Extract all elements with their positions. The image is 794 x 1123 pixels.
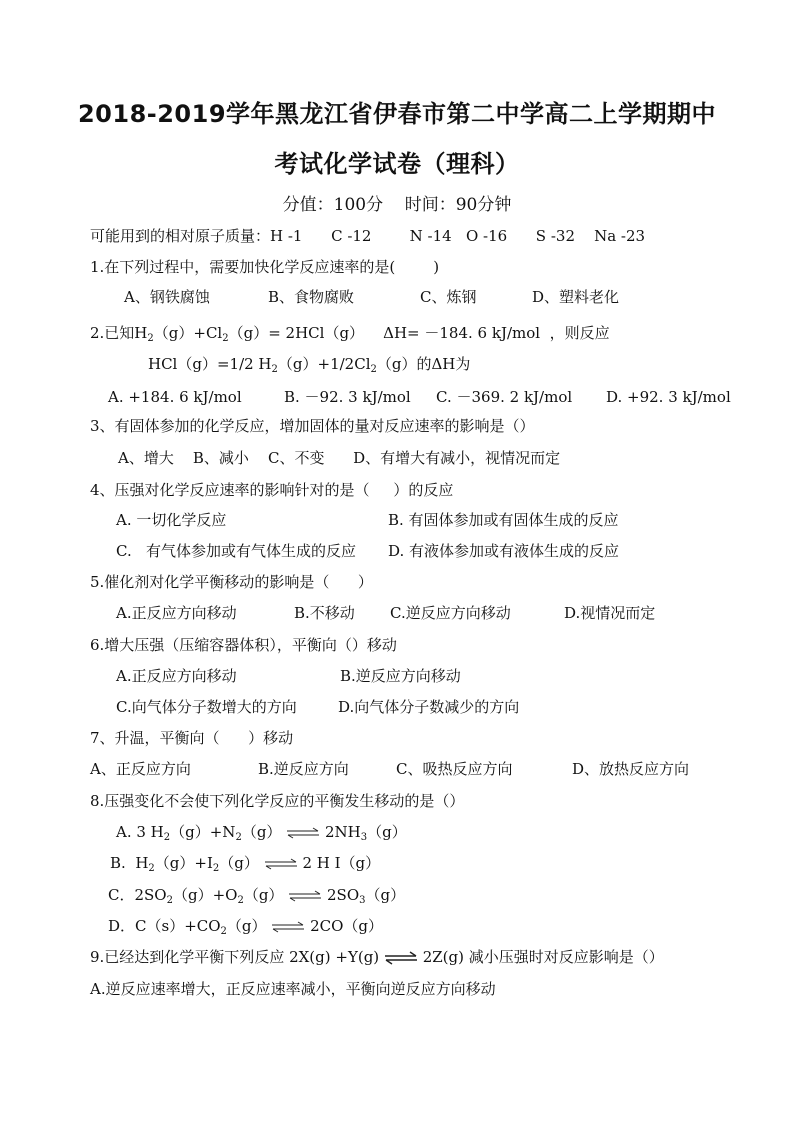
question-4-option-d: D. 有液体参加或有液体生成的反应: [388, 542, 620, 560]
equilibrium-arrow-icon: [384, 948, 418, 968]
question-9-option-a: A.逆反应速率增大，正反应速率减小，平衡向逆反应方向移动: [90, 980, 496, 998]
exam-title-line-2: 考试化学试卷（理科）: [274, 150, 520, 178]
question-4-stem: 4、压强对化学反应速率的影响针对的是（ ）的反应: [90, 481, 454, 499]
question-6-option-a: A.正反应方向移动: [116, 667, 237, 685]
question-7-option-a: A、正反应方向: [90, 760, 191, 778]
equilibrium-arrow-icon: [264, 854, 298, 874]
question-2-option-d: D. +92. 3 kJ/mol: [606, 388, 731, 406]
question-1-option-d: D、塑料老化: [532, 288, 620, 306]
question-7-stem: 7、升温，平衡向（ ）移动: [90, 729, 294, 747]
question-4-option-b: B. 有固体参加或有固体生成的反应: [388, 511, 619, 529]
score-and-time: 分值：100分 时间：90分钟: [282, 195, 512, 215]
question-4-option-c: C. 有气体参加或有气体生成的反应: [116, 542, 357, 560]
question-2-reaction: HCl（g）=1/2 $H_2(g)+1/2Cl_2(g)$的ΔH为: [148, 355, 471, 375]
question-6-option-d: D.向气体分子数减少的方向: [338, 698, 520, 716]
question-6-option-b: B.逆反应方向移动: [340, 667, 461, 685]
question-5-option-d: D.视情况而定: [564, 604, 656, 622]
atomic-masses: 可能用到的相对原子质量：H -1 C -12 N -14 O -16 S -32 Na -23: [90, 227, 646, 245]
question-1-stem: 1.在下列过程中，需要加快化学反应速率的是( ): [90, 258, 440, 276]
question-6-stem: 6.增大压强（压缩容器体积），平衡向（）移动: [90, 636, 397, 654]
question-8-option-b: B. $H_2(g)+I_2(g)$ 2 H I（g）: [110, 854, 381, 874]
question-2-stem: 2.已知$H_2(g)+Cl_2(g)= 2HCl(g)$ ΔH= －184. 6 kJ/mol ，则反应: [90, 324, 610, 344]
question-8-option-c: C．$2SO_2(g)+O_2(g)$ $2SO_3(g)$: [108, 886, 406, 906]
question-1-option-b: B、食物腐败: [268, 288, 355, 306]
question-8-stem: 8.压强变化不会使下列化学反应的平衡发生移动的是（）: [90, 792, 465, 810]
question-5-option-b: B.不移动: [294, 604, 355, 622]
question-3-stem: 3、有固体参加的化学反应，增加固体的量对反应速率的影响是（）: [90, 417, 535, 435]
question-6-option-c: C.向气体分子数增大的方向: [116, 698, 297, 716]
equilibrium-arrow-icon: [288, 886, 322, 906]
question-5-stem: 5.催化剂对化学平衡移动的影响是（ ）: [90, 573, 373, 591]
question-7-option-d: D、放热反应方向: [572, 760, 690, 778]
question-2-option-b: B. －92. 3 kJ/mol: [284, 388, 411, 406]
question-1-option-c: C、炼钢: [420, 288, 477, 306]
exam-title-line-1: 2018-2019学年黑龙江省伊春市第二中学高二上学期期中: [77, 100, 717, 128]
question-9-stem: 9.已经达到化学平衡下列反应 2X(g) +Y(g) 2Z(g) 减小压强时对反应影响是（）: [90, 948, 664, 966]
question-5-option-a: A.正反应方向移动: [116, 604, 237, 622]
equilibrium-arrow-icon: [286, 823, 320, 843]
equilibrium-arrow-icon: [271, 917, 305, 937]
question-8-option-a: A. 3 $H_2(g)+N_2(g)$ $2NH_3(g)$: [116, 823, 407, 843]
question-7-option-c: C、吸热反应方向: [396, 760, 513, 778]
question-1-option-a: A、钢铁腐蚀: [124, 288, 210, 306]
question-2-option-c: C. －369. 2 kJ/mol: [436, 388, 573, 406]
question-3-options: A、增大 B、减小 C、不变 D、有增大有减小，视情况而定: [118, 449, 561, 467]
question-2-option-a: A. +184. 6 kJ/mol: [108, 388, 242, 406]
question-7-option-b: B.逆反应方向: [258, 760, 349, 778]
question-5-option-c: C.逆反应方向移动: [390, 604, 511, 622]
question-4-option-a: A. 一切化学反应: [116, 511, 227, 529]
question-8-option-d: D．$C(s)+CO_2(g)$ 2CO（g）: [108, 917, 384, 937]
